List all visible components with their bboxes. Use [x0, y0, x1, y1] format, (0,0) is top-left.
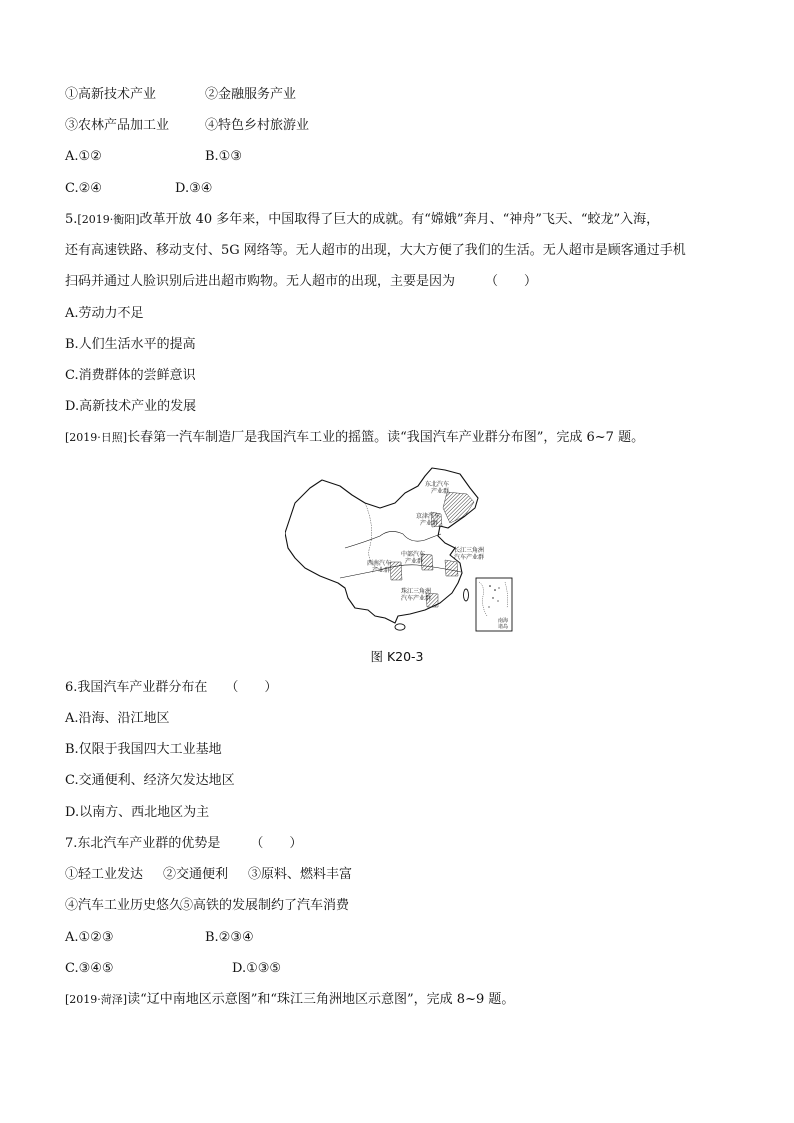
q7-items-row-1 [65, 866, 353, 884]
label-northeast-2: 产业群 [431, 488, 450, 495]
q7-stem [65, 835, 302, 853]
label-central-2: 产业群 [405, 558, 424, 565]
intro-6-7 [65, 429, 644, 447]
label-northeast-1: 东北汽车 [425, 481, 450, 488]
label-pearl-delta-1: 珠江三角洲 [401, 588, 432, 595]
china-outline [285, 468, 478, 623]
q4-item-3: ③农林产品加工业 [65, 118, 170, 133]
intro-6-7-source: [2019·日照] [65, 431, 128, 444]
q7-choices-row-2 [65, 960, 282, 978]
q4-items-row-1 [65, 86, 297, 104]
q5-choice-c: C.消费群体的尝鲜意识 [65, 368, 196, 383]
figure-caption: 图 K20-3 [370, 649, 424, 664]
q7-choice-a: A.①②③ [65, 930, 114, 945]
yangtze-delta-cluster-area [445, 560, 458, 576]
q7-stem-text: 东北汽车产业群的优势是 [77, 836, 221, 851]
q7-choice-d: D.①③⑤ [232, 961, 282, 976]
q6-choice-a: A.沿海、沿江地区 [65, 711, 170, 726]
q7-number: 7. [65, 836, 78, 851]
q7-item-2: ②交通便利 [163, 867, 229, 882]
q5-stem-line-1 [65, 211, 659, 229]
label-southwest-1: 西南汽车 [367, 560, 392, 567]
southwest-cluster-area [390, 562, 402, 580]
q5-stem-line-2 [65, 242, 686, 260]
south-china-sea-inset [476, 578, 512, 631]
q6-number: 6. [65, 680, 78, 695]
q5-stem-text-1: 改革开放 40 多年来，中国取得了巨大的成就。有“嫦娥”奔月、“神舟”飞天、“蛟龙”入海， [139, 212, 660, 227]
q4-item-2: ②金融服务产业 [205, 87, 297, 102]
q5-stem-text-3: 扫码并通过人脸识别后进出超市购物。无人超市的出现，主要是因为 [65, 274, 456, 289]
q4-choices-row-1 [65, 148, 242, 166]
q7-item-4: ④汽车工业历史悠久 [65, 898, 183, 913]
label-yangtze-delta-1: 长江三角洲 [454, 547, 485, 554]
taiwan-island [464, 589, 469, 601]
q6-choice-c: C.交通便利、经济欠发达地区 [65, 773, 235, 788]
q7-items-row-2 [65, 897, 350, 915]
q5-number: 5. [65, 212, 78, 227]
q4-choices-row-2 [65, 180, 213, 198]
q5-choice-b: B.人们生活水平的提高 [65, 337, 196, 352]
q7-item-1: ①轻工业发达 [65, 867, 144, 882]
q5-choice-d: D.高新技术产业的发展 [65, 399, 197, 414]
hainan-island [395, 624, 405, 630]
q6-answer-blank: （ ） [225, 680, 278, 695]
q4-item-1: ①高新技术产业 [65, 87, 157, 102]
q7-choice-b: B.②③④ [205, 930, 254, 945]
q6-stem [65, 679, 277, 697]
q4-choice-c: C.②④ [65, 181, 102, 196]
q4-choice-a: A.①② [65, 149, 102, 164]
q5-stem-text-2: 还有高速铁路、移动支付、5G 网络等。无人超市的出现，大大方便了我们的生活。无人超市是顾客通过手机 [65, 243, 686, 258]
q6-stem-text: 我国汽车产业群分布在 [77, 680, 208, 695]
label-southwest-2: 产业群 [372, 567, 391, 574]
inset-label-2: 诸岛 [498, 624, 509, 630]
northeast-cluster-area [443, 492, 474, 523]
label-jingjin-1: 京津汽车 [416, 513, 441, 520]
label-yangtze-delta-2: 汽车产业群 [454, 554, 485, 561]
intro-6-7-text: 长春第一汽车制造厂是我国汽车工业的摇篮。读“我国汽车产业群分布图”，完成 6~7 题。 [127, 430, 645, 445]
intro-8-9-source: [2019·菏泽] [65, 993, 128, 1006]
q5-stem-line-3 [65, 273, 537, 291]
q6-choice-b: B.仅限于我国四大工业基地 [65, 742, 222, 757]
inset-label-1: 南海 [498, 618, 509, 624]
q4-item-4: ④特色乡村旅游业 [205, 118, 310, 133]
q4-items-row-2 [65, 117, 310, 135]
china-auto-industry-map [285, 466, 515, 634]
q5-source: [2019·衡阳] [77, 213, 140, 226]
q7-item-5: ⑤高铁的发展制约了汽车消费 [180, 898, 350, 913]
q7-item-3: ③原料、燃料丰富 [248, 867, 353, 882]
q4-choice-d: D.③④ [175, 181, 213, 196]
q6-choice-d: D.以南方、西北地区为主 [65, 805, 210, 820]
q5-choice-a: A.劳动力不足 [65, 306, 144, 321]
intro-8-9 [65, 991, 514, 1009]
label-pearl-delta-2: 汽车产业群 [401, 595, 432, 602]
q7-choices-row-1 [65, 929, 254, 947]
label-central-1: 中部汽车 [401, 551, 426, 558]
q5-answer-blank: （ ） [485, 274, 538, 289]
q4-choice-b: B.①③ [205, 149, 242, 164]
intro-8-9-text: 读“辽中南地区示意图”和“珠江三角洲地区示意图”，完成 8~9 题。 [127, 992, 515, 1007]
label-jingjin-2: 产业群 [420, 520, 439, 527]
q7-choice-c: C.③④⑤ [65, 961, 114, 976]
q7-answer-blank: （ ） [250, 836, 303, 851]
